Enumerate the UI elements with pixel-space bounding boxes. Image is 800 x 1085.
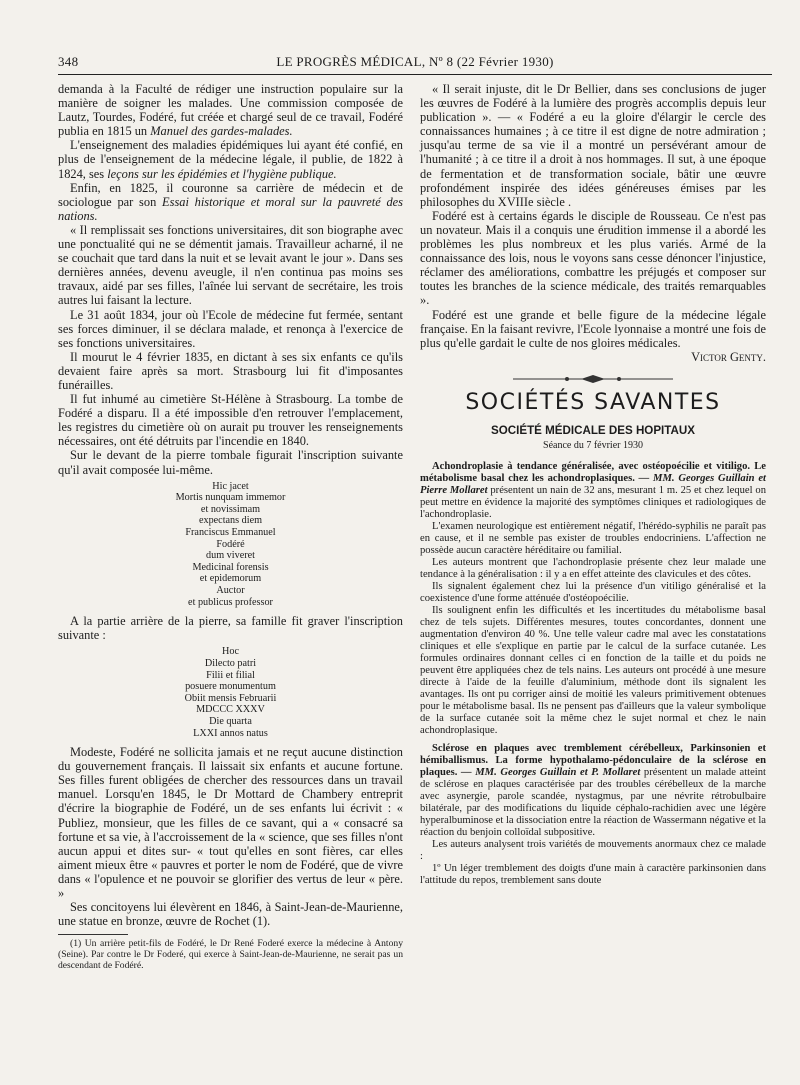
paragraph: Le 31 août 1834, jour où l'Ecole de médecine fut fermée, sentant ses forces diminuer, il se déclara malade, et renonça à l'exercice de ses fonctions universitaires. <box>58 307 403 350</box>
paragraph: Il mourut le 4 février 1835, en dictant à ses six enfants ce qu'ils devaient faire après sa mort. Strasbourg lui fit d'imposantes funérailles. <box>58 349 403 392</box>
paragraph: Ses concitoyens lui élevèrent en 1846, à Saint-Jean-de-Maurienne, une statue en bronze, œuvre de Rochet (1). <box>58 900 403 929</box>
paragraph: Sclérose en plaques avec tremblement cérébelleux, Parkinsonien et hémiballismus. La forme hypothalamo-pédonculaire de la sclérose en plaques. — MM. Georges Guillain et P. Mollaret présentent un malade atteint de sclérose en plaques caractérisée par des troubles cérébelleux de la marche avec asynergie, parole scandée, nystagmus, par une névrite rétrobulbaire bilatérale, par des modifications du liquide céphalo-rachidien avec une légère hyperalbuminose et la dissociation entre la réaction de Wassermann négative et la réaction du benjoin colloïdal subpositive. <box>420 743 766 839</box>
page-number: 348 <box>58 54 79 69</box>
society-title: SOCIÉTÉ MÉDICALE DES HOPITAUX <box>491 423 695 437</box>
ornament-icon <box>503 372 683 386</box>
running-header <box>58 52 772 75</box>
paragraph: L'enseignement des maladies épidémiques lui ayant été confié, en plus de l'enseignement de la médecine légale, il publie, de 1822 à 1824, ses leçons sur les épidémies et l'hygiène publique. <box>58 138 403 181</box>
paragraph: Fodéré est à certains égards le disciple de Rousseau. Ce n'est pas un novateur. Mais il a conquis une érudition immense il a abordé les problèmes les plus nombreux et les plus variés. Armé de la connaissance des lois, nous le voyons sans cesse dénoncer l'injustice, réclamer des améliorations, combattre les préjugés et composer sur toutes les branches de la science médicale, des traités remarquables ». <box>420 208 766 308</box>
right-column <box>420 82 766 887</box>
footnote: (1) Un arrière petit-fils de Fodéré, le Dr René Foderé exerce la médecine à Antony (Seine). Par contre le Dr Foderé, qui exerce à Saint-Jean-de-Maurienne, ne serait pas un descendant de Fodéré. <box>58 938 403 972</box>
society-report <box>420 461 766 887</box>
section-title: SOCIÉTÉS SAVANTES <box>465 389 721 415</box>
paragraph: « Il serait injuste, dit le Dr Bellier, dans ses conclusions de juger les œuvres de Fodéré à la lumière des progrès accomplis depuis leur publication ». — « Fodéré a eu la gloire d'élargir le cercle des connaissances humaines ; à ce titre il est digne de notre admiration ; jusqu'au terme de sa vie il a montré un persévérant amour de l'humanité ; à ce titre il a droit à nos hommages. Il sut, à une époque de fermentation et de transformation sociale, bâtir une œuvre profondément inspirée des idées généreuses émises par les philosophes du XVIIIe siècle . <box>420 82 766 209</box>
paragraph: « Il remplissait ses fonctions universitaires, dit son biographe avec une ponctualité qui ne se démentit jamais. Travailleur acharné, il ne se couchait que tard dans la nuit et se levait avant le jour ». Dans ses dernières années, devenu aveugle, il n'en continua pas moins ses travaux, aidé par ses filles, l'aînée lui servant de secrétaire, les trois autres lui faisant la lecture. <box>58 222 403 308</box>
paragraph: Achondroplasie à tendance généralisée, avec ostéopoécilie et vitiligo. Le métabolisme basal chez les achondroplasiques. — MM. Georges Guillain et Pierre Mollaret présentent un nain de 32 ans, mesurant 1 m. 25 et chez lequel on peut mettre en évidence la majorité des symptômes cliniques et radiologiques de l'achondroplasie. <box>420 461 766 521</box>
paragraph: A la partie arrière de la pierre, sa famille fit graver l'inscription suivante : <box>58 614 403 643</box>
left-column <box>58 82 403 971</box>
paragraph: L'examen neurologique est entièrement négatif, l'hérédo-syphilis ne paraît pas en cause, et il ne semble pas exister de troubles endocriniens. L'affection ne possède aucun caractère héréditaire ou familial. <box>420 521 766 557</box>
paragraph: Modeste, Fodéré ne sollicita jamais et ne reçut aucune distinction du gouvernement français. Il laissait six enfants et aucune fortune. Ses filles furent obligées de chercher des ressources dans un travail manuel. Lorsqu'en 1845, le Dr Mottard de Chambery entreprit d'écrire la biographie de Fodéré, un de ses enfants lui écrivit : « Publiez, monsieur, que les filles de ce savant, qui a « consacré sa fortune et sa vie, à l'accroissement de la « science, que ses filles n'ont aucun appui et dites sur- « tout qu'elles en sont fières, car elles aiment mieux être « pauvres et porter le nom de Fodéré, que de vivre dans « l'opulence et ne pouvoir se glorifier des vertus de leur « père. » <box>58 745 403 901</box>
paragraph: demanda à la Faculté de rédiger une instruction populaire sur la manière de soigner les malades. Une commission composée de Lautz, Tourdes, Fodéré, fut créée et chargé seul de ce travail, Fodéré publia en 1815 un Manuel des gardes-malades. <box>58 82 403 139</box>
footnote-rule <box>58 934 128 935</box>
paragraph: Enfin, en 1825, il couronne sa carrière de médecin et de sociologue par son Essai historique et moral sur la pauvreté des nations. <box>58 180 403 223</box>
tombstone-inscription-front: Hic jacet Mortis nunquam immemor et novissimam expectans diem Franciscus Emmanuel Fodéré dum viveret Medicinal forensis et epidemorum Auctor et publicus professor <box>175 480 286 608</box>
tombstone-inscription-back: Hoc Dilecto patri Filii et filial posuere monumentum Obiit mensis Februarii MDCCC XXXV Die quarta LXXI annos natus <box>184 646 277 739</box>
paragraph: Fodéré est une grande et belle figure de la médecine légale française. En la faisant revivre, l'Ecole lyonnaise a montré une fois de plus qu'elle gardait le culte de nos gloires médicales. <box>420 307 766 350</box>
paragraph: Les auteurs montrent que l'achondroplasie présente chez leur malade une tendance à la généralisation : il y a en effet atteinte des clavicules et des côtes. <box>420 557 766 581</box>
paragraph: 1º Un léger tremblement des doigts d'une main à caractère parkinsonien dans l'attitude du repos, tremblement sans doute <box>420 863 766 887</box>
paragraph: Ils signalent également chez lui la présence d'un vitiligo généralisé et la coexistence d'une forme atténuée d'ostéopoécilie. <box>420 581 766 605</box>
paragraph: Les auteurs analysent trois variétés de mouvements anormaux chez ce malade : <box>420 839 766 863</box>
ornamental-divider <box>420 372 766 386</box>
paragraph: Il fut inhumé au cimetière St-Hélène à Strasbourg. La tombe de Fodéré a disparu. Il a été impossible d'en retrouver l'emplacement, les registres du cimetière où on aurait pu trouver les renseignements nécessaires, ont été détruits par l'incendie en 1840. <box>58 392 403 449</box>
paragraph: Ils soulignent enfin les difficultés et les incertitudes du métabolisme basal chez de tels sujets. Différentes mesures, toutes concordantes, donnent une augmentation d'environ 40 %. Une telle valeur cadre mal avec les constatations cliniques et elle s'explique en partie par le calcul de la surface cutanée. Les formules ordinaires donnant celles ci en fonction de la taille et du poids ne peuvent être appliquées chez de tels nains. Les auteurs ont procédé à une mesure directe à l'aide de la feuille d'aluminium, méthode dont ils signalent les avantages. Ils ont pu corriger ainsi de moitié les valeurs primitivement obtenues pour le métabolisme basal. Ils ne pensent pas d'ailleurs que la valeur symbolique de la surface cutanée soit la même chez le sujet normal et chez le nain achondroplasique. <box>420 605 766 737</box>
session-date: Séance du 7 février 1930 <box>543 440 643 452</box>
running-title: LE PROGRÈS MÉDICAL, Nº 8 (22 Février 1930) <box>276 54 554 69</box>
paragraph: Sur le devant de la pierre tombale figurait l'inscription suivante qu'il avait composée lui-même. <box>58 448 403 477</box>
author-signature: Victor Genty. <box>691 349 766 364</box>
